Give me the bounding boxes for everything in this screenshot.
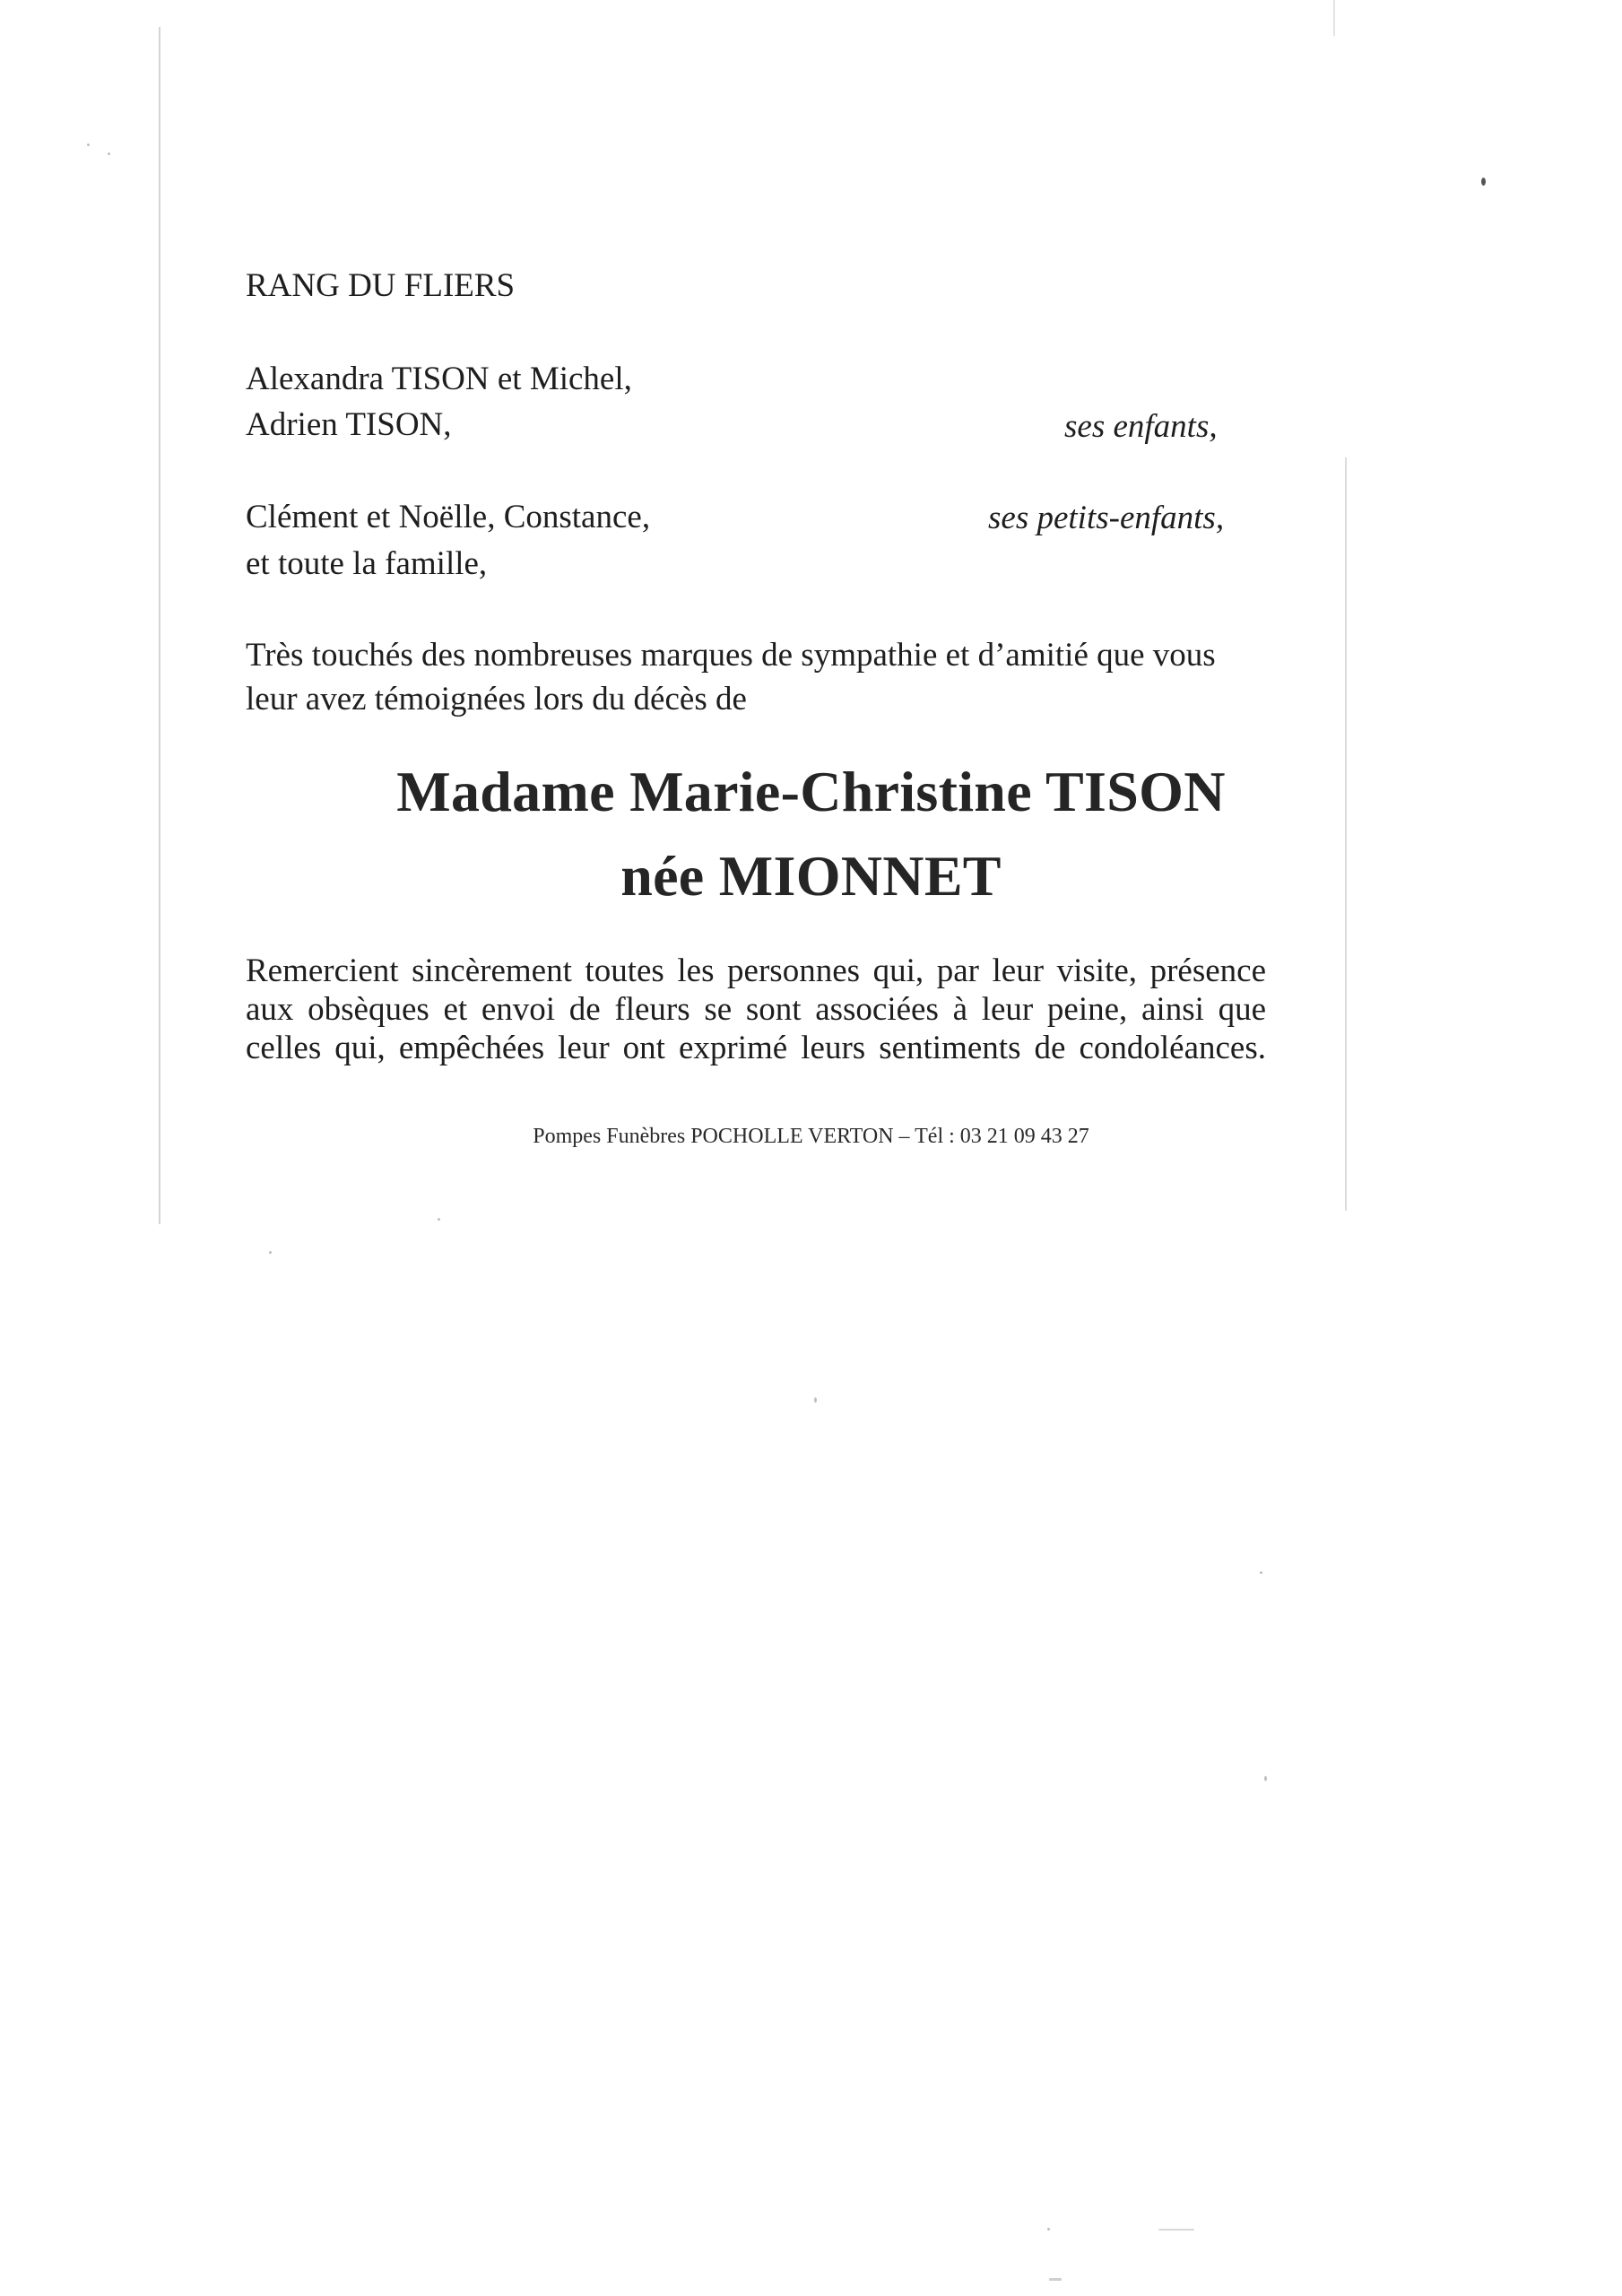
family-line: et toute la famille, [246,545,488,582]
scan-edge-top-right [1333,0,1335,36]
scan-speck [1047,2228,1050,2231]
town-heading: RANG DU FLIERS [246,267,516,304]
grandchildren-relation: ses petits-enfants, [988,500,1225,536]
scan-speck [1260,1571,1262,1574]
scan-speck [1158,2229,1194,2231]
funeral-home-footer: Pompes Funèbres POCHOLLE VERTON – Tél : 03 21 09 43 27 [533,1125,1089,1148]
thanks-paragraph [246,952,1266,1067]
children-line-2: Adrien TISON, [246,406,452,443]
scan-speck [87,144,90,146]
thanks-line-1: Remercient sincèrement toutes les personnes qui, par leur visite, présence [246,952,1266,989]
children-line-1: Alexandra TISON et Michel, [246,361,632,397]
scan-speck [1264,1776,1267,1781]
scan-speck [108,152,110,155]
children-relation: ses enfants, [1064,408,1218,445]
deceased-birth-name: née MIONNET [620,844,1002,908]
scan-speck [269,1251,272,1254]
thanks-line-3: celles qui, empêchées leur ont exprimé leurs sentiments de condoléances. [246,1030,1266,1066]
scan-edge-left [159,27,160,1224]
scan-speck [438,1218,440,1221]
scan-edge-right [1345,457,1347,1211]
scan-speck [1481,178,1486,186]
intro-line-2: leur avez témoignées lors du décès de [246,681,747,718]
intro-line-1: Très touchés des nombreuses marques de sympathie et d’amitié que vous [246,637,1216,674]
grandchildren-line-1: Clément et Noëlle, Constance, [246,499,651,535]
scan-speck [1049,2278,1062,2281]
thanks-line-2: aux obsèques et envoi de fleurs se sont associées à leur peine, ainsi que [246,991,1266,1028]
scan-speck [814,1397,817,1403]
deceased-name: Madame Marie-Christine TISON [396,760,1226,823]
